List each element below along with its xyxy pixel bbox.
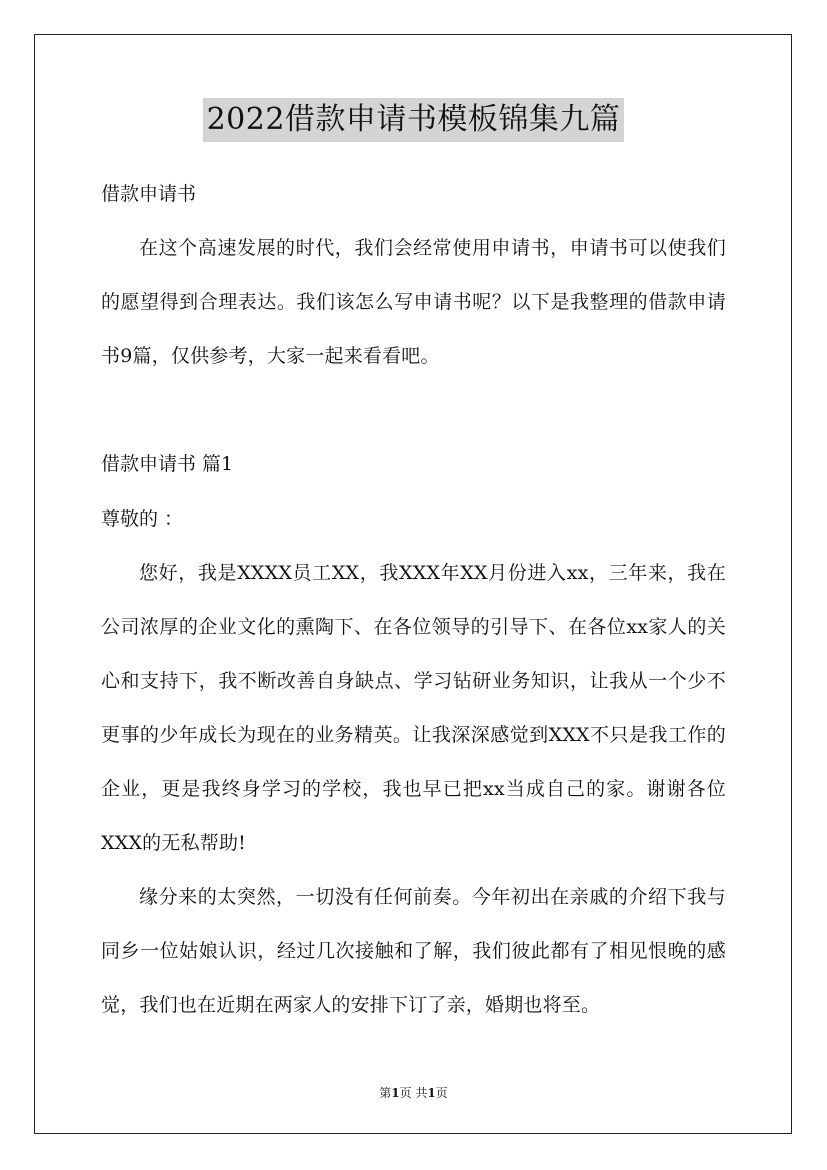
body-paragraph-2: 缘分来的太突然，一切没有任何前奏。今年初出在亲戚的介绍下我与同乡一位姑娘认识，经过几次接触和了解，我们彼此都有了相见恨晚的感觉，我们也在近期在两家人的安排下订了亲，婚期也将至。 — [101, 886, 726, 1016]
title-container — [101, 98, 726, 142]
intro-paragraph: 在这个高速发展的时代，我们会经常使用申请书，申请书可以使我们的愿望得到合理表达。我们该怎么写申请书呢？以下是我整理的借款申请书9篇，仅供参考，大家一起来看看吧。 — [101, 237, 726, 367]
body-paragraph-1: 您好，我是XXXX员工XX，我XXX年XX月份进入xx，三年来，我在公司浓厚的企业文化的熏陶下、在各位领导的引导下、在各位xx家人的关心和支持下，我不断改善自身缺点、学习钻研业务知识，让我从一个少不更事的少年成长为现在的业务精英。让我深深感觉到XXX不只是我工作的企业，更是我终身学习的学校，我也早已把xx当成自己的家。谢谢各位XXX的无私帮助! — [101, 562, 726, 854]
footer-page-total: 1 — [427, 1086, 436, 1100]
section-heading-1: 借款申请书 篇1 — [101, 453, 234, 475]
document-title: 2022借款申请书模板锦集九篇 — [203, 98, 625, 142]
page-footer — [0, 1084, 827, 1101]
heading-loan-application: 借款申请书 — [101, 183, 197, 205]
footer-page-mid: 页 共 — [399, 1086, 428, 1100]
footer-page-prefix: 第 — [379, 1086, 392, 1100]
footer-page-number: 1 — [391, 1086, 400, 1100]
footer-page-suffix: 页 — [435, 1086, 448, 1100]
salutation: 尊敬的 ： — [101, 508, 184, 530]
